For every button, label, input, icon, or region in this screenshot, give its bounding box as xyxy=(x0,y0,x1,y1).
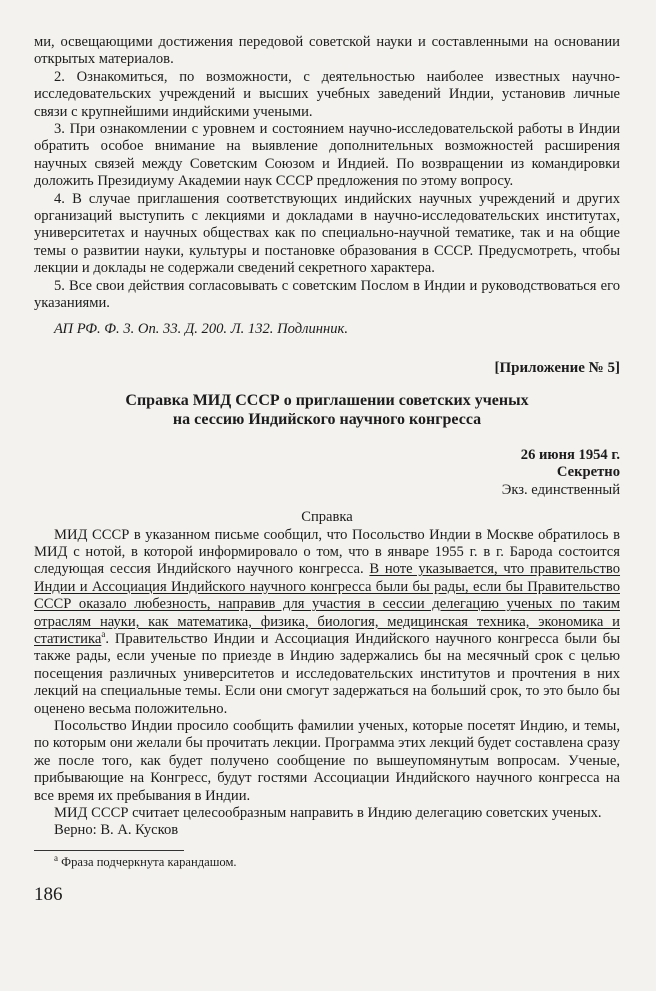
document-meta xyxy=(34,447,620,499)
paragraph-continuation: ми, освещающими достижения передовой советской науки и составленными на основании открытых материалов. xyxy=(34,34,620,68)
footnote-mark: а xyxy=(101,629,106,640)
body-text: . Правительство Индии и Ассоциация Индийского научного конгресса были бы также рады, если ученые по приезде в Индию задержались бы на месячный срок с целью посещения различных университетов и исследовательских институтов и прочтения в них лекций на специальные темы. Если они смогут задержаться на больший срок, то это было бы оценено весьма положительно. xyxy=(34,630,620,717)
paragraph-item-5: 5. Все свои действия согласовывать с советским Послом в Индии и руководствоваться его указаниями. xyxy=(34,277,620,312)
copy-label: Экз. единственный xyxy=(501,481,620,498)
body-paragraph-2: Посольство Индии просило сообщить фамилии ученых, которые посетят Индию, и темы, по которым они желали бы прочитать лекции. Программа этих лекций будет составлена сразу же после того, как будет получено сообщение по вышеупомянутым вопросам. Ученые, прибывающие на Конгресс, будут гостями Ассоциации Индийского научного конгресса на все время их пребывания в Индии. xyxy=(34,718,620,804)
page-number: 186 xyxy=(34,883,63,905)
paragraph-item-2: 2. Ознакомиться, по возможности, с деятельностью наиболее известных научно-исследовательских учреждений и высших учебных заведений Индии, установив личные связи с крупнейшими индийскими учеными. xyxy=(34,68,620,120)
paragraph-item-3: 3. При ознакомлении с уровнем и состоянием научно-исследовательской работы в Индии обратить особое внимание на выявление дополнительных возможностей расширения научных связей между Советским Союзом и Индией. По возвращении из командировки доложить Президиуму Академии наук СССР предложения по этому вопросу. xyxy=(34,121,620,190)
footnote xyxy=(34,852,620,870)
paragraph-item-4: 4. В случае приглашения соответствующих индийских научных учреждений и других организаций выступить с лекциями и докладами в научно-исследовательских институтах, университетах и научных обществах как по специально-научной тематике, так и на общие темы о развитии науки, культуры и постановке образования в СССР. Предусмотреть, чтобы лекции и доклады не содержали сведений секретного характера. xyxy=(34,190,620,277)
secrecy-label: Секретно xyxy=(556,464,620,481)
archive-source: АП РФ. Ф. 3. Оп. 33. Д. 200. Л. 132. Подлинник. xyxy=(54,320,349,337)
underlined-phrase: В ноте указывается, что правительство Индии и Ассоциация Индийского научного конгресса были бы рады, если бы Правительство СССР оказало любезность, направив для участия в сессии делегацию ученых по таким отраслям науки, как математика, физика, биология, медицинская техника, экономика и статистика xyxy=(34,561,621,647)
body-paragraph-1 xyxy=(34,527,620,718)
signature-line: Верно: В. А. Кусков xyxy=(54,822,179,839)
document-date: 26 июня 1954 г. xyxy=(520,446,620,463)
footnote-divider xyxy=(34,850,184,851)
document-title: Справка МИД СССР о приглашении советских ученых на сессию Индийского научного конгресса xyxy=(125,391,529,428)
footnote-text: Фраза подчеркнута карандашом. xyxy=(58,854,237,869)
body-text: МИД СССР в указанном письме сообщил, что Посольство Индии в Москве обратилось в МИД с нотой, в которой информировало о том, что в январе 1955 г. в г. Барода состоится следующая сессия Индийского научного конгресса. xyxy=(34,526,620,578)
sub-heading: Справка xyxy=(301,509,353,526)
appendix-label: [Приложение № 5] xyxy=(494,359,620,376)
footnote-mark: а xyxy=(54,852,58,863)
body-paragraph-3: МИД СССР считает целесообразным направить в Индию делегацию советских ученых. xyxy=(54,805,602,822)
